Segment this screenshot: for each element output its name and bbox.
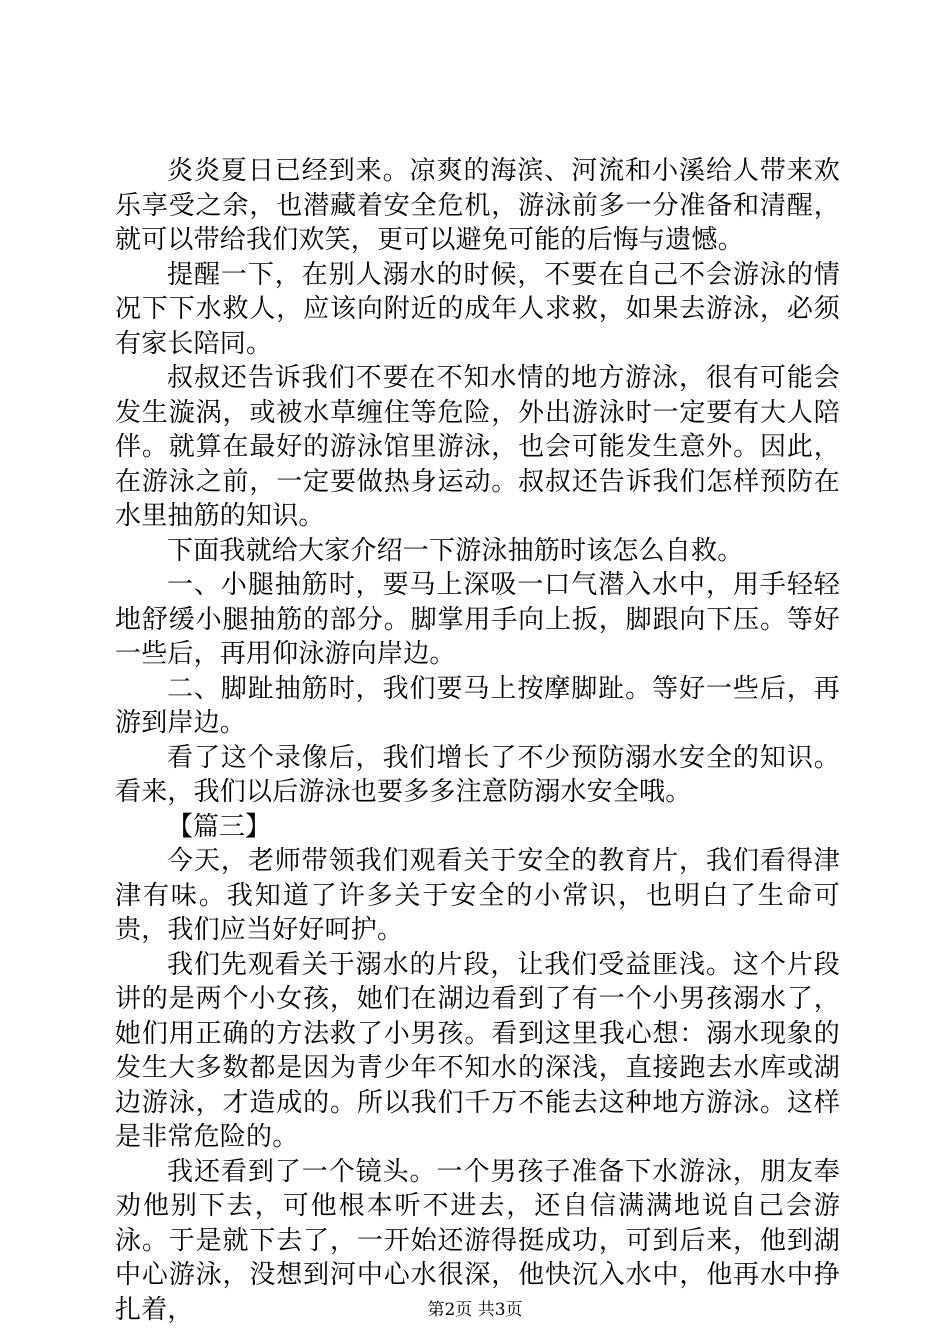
paragraph: 一、小腿抽筋时，要马上深吸一口气潜入水中，用手轻轻地舒缓小腿抽筋的部分。脚掌用手向上扳，脚跟向下压。等好一些后，再用仰泳游向岸边。 — [115, 570, 840, 669]
paragraph: 提醒一下，在别人溺水的时候，不要在自己不会游泳的情况下下水救人，应该向附近的成年人求救，如果去游泳，必须有家长陪同。 — [115, 259, 840, 359]
paragraph: 看了这个录像后，我们增长了不少预防溺水安全的知识。看来，我们以后游泳也要多多注意防溺水安全哦。 — [115, 742, 840, 807]
paragraph: 我还看到了一个镜头。一个男孩子准备下水游泳，朋友奉劝他别下去，可他根本听不进去，还自信满满地说自己会游泳。于是就下去了，一开始还游得挺成功，可到后来，他到湖中心游泳，没想到河中心水很深，他快沉入水中，他再水中挣扎着， — [115, 1156, 840, 1325]
document-body — [115, 154, 840, 1327]
paragraph: 炎炎夏日已经到来。凉爽的海滨、河流和小溪给人带来欢乐享受之余，也潜藏着安全危机，游泳前多一分准备和清醒，就可以带给我们欢笑，更可以避免可能的后悔与遗憾。 — [115, 156, 840, 255]
paragraph: 今天，老师带领我们观看关于安全的教育片，我们看得津津有味。我知道了许多关于安全的小常识，也明白了生命可贵，我们应当好好呵护。 — [115, 846, 840, 945]
paragraph: 叔叔还告诉我们不要在不知水情的地方游泳，很有可能会发生漩涡，或被水草缠住等危险，外出游泳时一定要有大人陪伴。就算在最好的游泳馆里游泳，也会可能发生意外。因此，在游泳之前，一定要做热身运动。叔叔还告诉我们怎样预防在水里抽筋的知识。 — [115, 363, 840, 531]
paragraph: 下面我就给大家介绍一下游泳抽筋时该怎么自救。 — [167, 535, 744, 566]
paragraph: 二、脚趾抽筋时，我们要马上按摩脚趾。等好一些后，再游到岸边。 — [115, 673, 840, 738]
page-number-footer: 第2页 共3页 — [427, 1300, 523, 1320]
paragraph: 我们先观看关于溺水的片段，让我们受益匪浅。这个片段讲的是两个小女孩，她们在湖边看到了有一个小男孩溺水了，她们用正确的方法救了小男孩。看到这里我心想：溺水现象的发生大多数都是因为青少年不知水的深浅，直接跑去水库或湖边游泳，才造成的。所以我们千万不能去这种地方游泳。这样是非常危险的。 — [115, 949, 840, 1152]
section-heading: 【篇三】 — [167, 811, 272, 842]
